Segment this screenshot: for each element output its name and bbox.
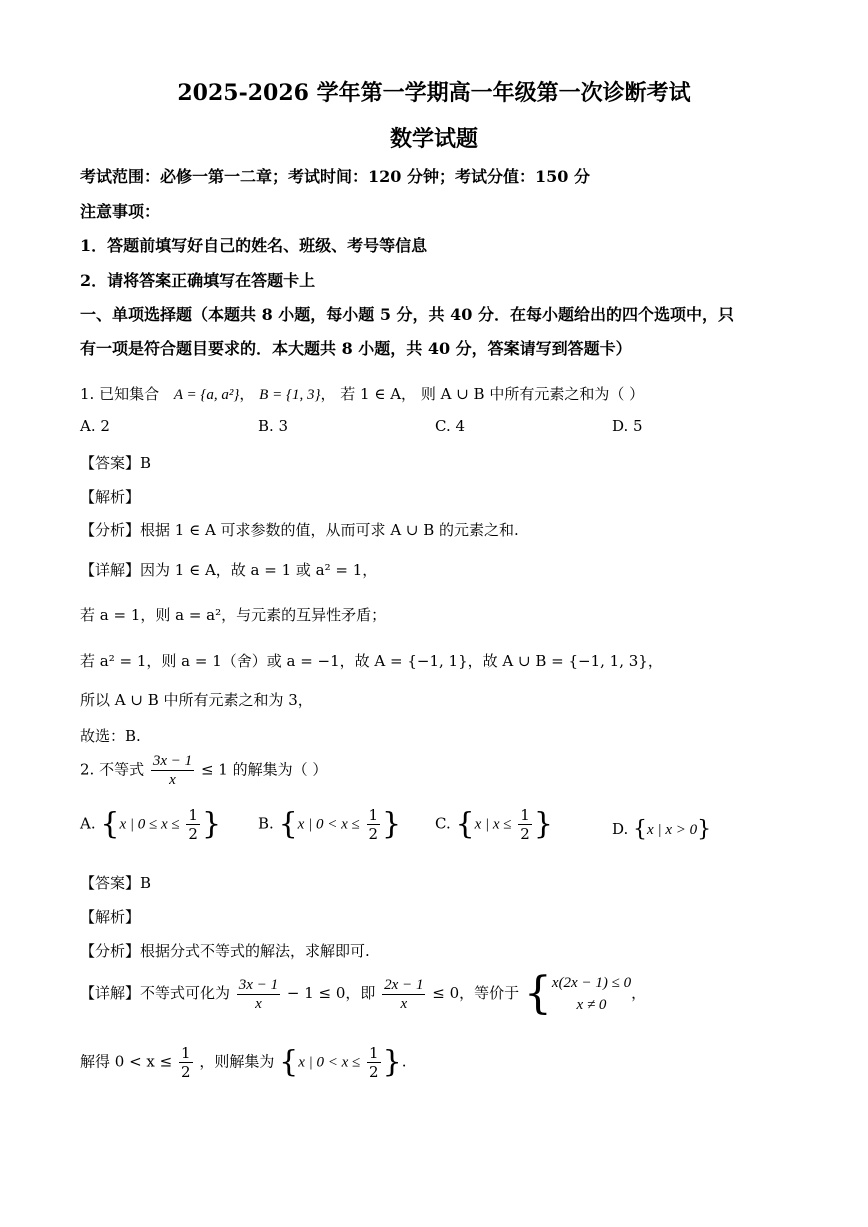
q1-set-b: B = {1, 3} xyxy=(259,387,321,403)
q2-frac-den: x xyxy=(169,772,176,788)
q2-option-c-den: 2 xyxy=(520,825,530,843)
q2-option-d-label: D. xyxy=(612,820,629,838)
q2-solve-set-num: 1 xyxy=(369,1044,379,1062)
q2-step2-den: x xyxy=(400,995,408,1012)
q2-solve-num: 1 xyxy=(181,1044,191,1062)
q1-conclusion: 故选：B. xyxy=(80,727,141,745)
q2-option-b: B. {x | 0 < x ≤ $\frac{1}{2}$ } xyxy=(258,806,402,843)
q1-option-a: A. 2 xyxy=(80,417,110,435)
q2-solve-mid: ，则解集为 xyxy=(199,1052,275,1071)
q2-stem-post: ≤ 1 的解集为（ ） xyxy=(200,760,328,779)
q2-solve-den: 2 xyxy=(181,1063,191,1081)
q2-option-b-num: 1 xyxy=(368,806,379,824)
q1-analysis-label: 【解析】 xyxy=(80,488,141,506)
q2-option-b-set: x | 0 < x ≤ xyxy=(297,816,360,833)
q2-option-a: A. {x | 0 ≤ x ≤ $\frac{1}{2}$ } xyxy=(80,806,222,843)
q2-xiangjie-pre: 【详解】不等式可化为 xyxy=(80,984,231,1002)
q2-stem xyxy=(80,752,327,789)
q2-option-a-label: A. xyxy=(80,814,96,833)
q2-step1-num: 3x − 1 xyxy=(238,976,279,993)
section-heading-line2: 有一项是符合题目要求的．本大题共 8 小题，共 40 分，答案请写到答题卡） xyxy=(80,339,632,358)
q2-solve-set: x | 0 < x ≤ xyxy=(298,1054,361,1071)
q2-step1-fraction xyxy=(237,976,280,1013)
section-heading-line1: 一、单项选择题（本题共 8 小题，每小题 5 分，共 40 分．在每小题给出的四个选项中，只 xyxy=(80,305,734,324)
q2-stem-fraction xyxy=(151,752,194,789)
q2-step2-num: 2x − 1 xyxy=(384,976,424,993)
notice-title: 注意事项： xyxy=(80,202,161,221)
q1-option-c: C. 4 xyxy=(435,417,466,435)
q1-option-d: D. 5 xyxy=(612,417,643,435)
q1-line-b: 若 a² = 1，则 a = 1（舍）或 a = −1，故 A = {−1, 1}，故 A ∪ B = {−1, 1, 3}， xyxy=(80,652,663,670)
q1-line-a: 若 a = 1，则 a = a²，与元素的互异性矛盾； xyxy=(80,606,387,624)
q2-frac-num: 3x − 1 xyxy=(152,753,193,769)
q1-condition: 若 1 ∈ A xyxy=(340,385,402,403)
q2-analysis-label: 【解析】 xyxy=(80,908,141,926)
q1-stem-post: 中所有元素之和为（ ） xyxy=(489,385,645,403)
q1-stem: 1. 已知集合 A = {a, a²}， B = {1, 3}， 若 1 ∈ A， 则 A ∪ B 中所有元素之和为（ ） xyxy=(80,385,645,403)
q2-system-post: ， xyxy=(631,984,647,1002)
q1-stem-pre: 1. 已知集合 xyxy=(80,385,160,403)
q2-answer: 【答案】B xyxy=(80,874,152,892)
exam-title: 2025-2026 学年第一学期高一年级第一次诊断考试 xyxy=(177,80,691,106)
q2-option-d: D. {x | x > 0} xyxy=(612,817,712,842)
q2-option-b-den: 2 xyxy=(368,825,379,843)
q1-option-b: B. 3 xyxy=(258,417,289,435)
q2-option-b-label: B. xyxy=(258,814,274,833)
q1-fenxi: 【分析】根据 1 ∈ A 可求参数的值，从而可求 A ∪ B 的元素之和. xyxy=(80,521,519,539)
q1-set-a: A = {a, a²} xyxy=(173,387,240,403)
q2-solve-pre: 解得 0 < x ≤ xyxy=(80,1052,173,1071)
q2-solve-set-den: 2 xyxy=(369,1063,379,1081)
q2-step2-post: ≤ 0，等价于 xyxy=(432,984,520,1002)
q1-union: 则 A ∪ B xyxy=(420,385,485,403)
q2-solution: 解得 0 < x ≤ $\frac{1}{2}$ ，则解集为 {x | 0 < x ≤ $\frac{1}{2}$ }. xyxy=(80,1044,407,1081)
q2-option-c-num: 1 xyxy=(520,806,530,824)
q2-system xyxy=(552,972,631,1016)
q2-option-d-set: x | x > 0 xyxy=(647,822,698,838)
exam-subtitle: 数学试题 xyxy=(389,126,478,152)
notice-item-2: 2．请将答案正确填写在答题卡上 xyxy=(80,271,316,290)
exam-scope: 考试范围：必修一第一二章；考试时间：120 分钟；考试分值：150 分 xyxy=(80,167,590,186)
q2-option-c: C. {x | x ≤ $\frac{1}{2}$ } xyxy=(435,806,553,843)
q2-system-line2: x ≠ 0 xyxy=(576,997,607,1013)
q1-answer: 【答案】B xyxy=(80,454,152,472)
notice-item-1: 1．答题前填写好自己的姓名、班级、考号等信息 xyxy=(80,236,428,255)
q2-step1-post: − 1 ≤ 0，即 xyxy=(286,984,376,1002)
q2-option-a-num: 1 xyxy=(188,806,198,824)
q2-option-c-set: x | x ≤ xyxy=(474,816,512,833)
q2-option-a-set: x | 0 ≤ x ≤ xyxy=(119,816,180,833)
q1-xiangjie: 【详解】因为 1 ∈ A，故 a = 1 或 a² = 1， xyxy=(80,561,378,579)
q2-solve-fraction xyxy=(179,1044,193,1081)
q2-xiangjie: 【详解】不等式可化为 $\frac{3x - 1}{x}$ − 1 ≤ 0，即 $\frac{2x - 1}{x}$ ≤ 0，等价于 { x(2x − 1) ≤ 0 x ≠ 0 ， xyxy=(80,968,647,1019)
q1-line-c: 所以 A ∪ B 中所有元素之和为 3， xyxy=(80,691,313,709)
q2-step2-fraction xyxy=(382,976,425,1013)
q2-option-a-den: 2 xyxy=(188,825,198,843)
q2-option-c-label: C. xyxy=(435,814,451,833)
q2-fenxi: 【分析】根据分式不等式的解法，求解即可. xyxy=(80,942,370,960)
q2-stem-pre: 2. 不等式 xyxy=(80,760,145,779)
q2-solve-end: . xyxy=(401,1052,407,1071)
q2-system-line1: x(2x − 1) ≤ 0 xyxy=(551,975,632,991)
q2-step1-den: x xyxy=(255,995,262,1012)
